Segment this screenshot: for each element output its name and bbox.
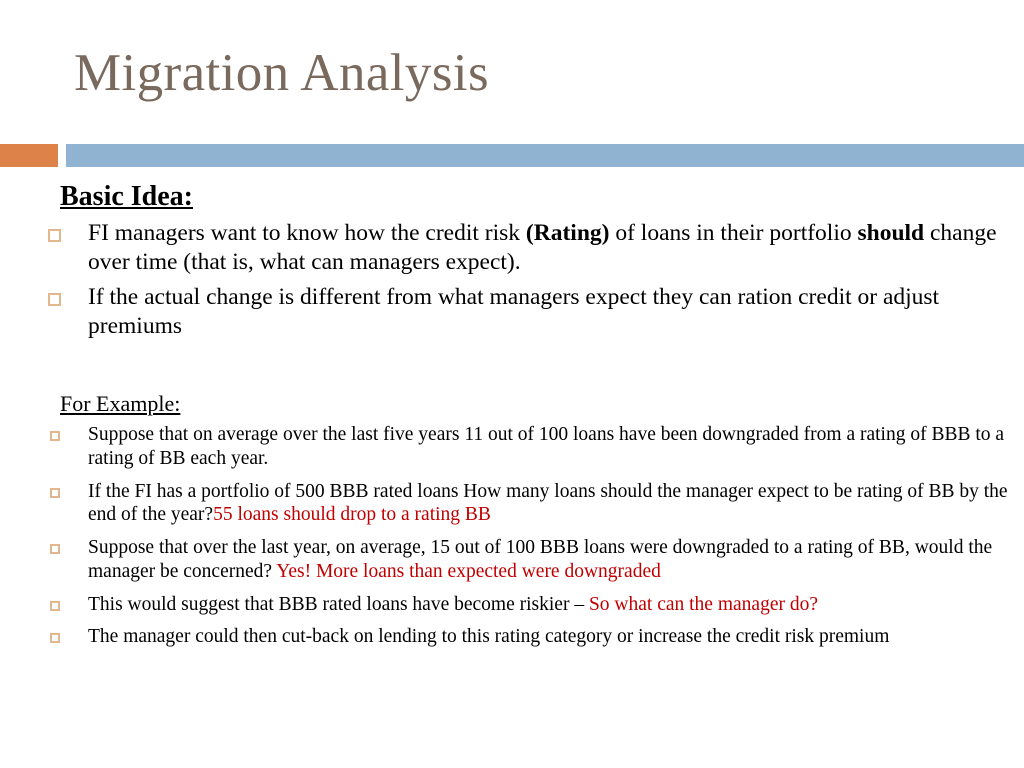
list-item-text: [88, 594, 818, 615]
section-spacer: [0, 347, 1024, 391]
hollow-square-bullet-icon: [50, 544, 60, 554]
hollow-square-bullet-icon: [50, 431, 60, 441]
list-item: [0, 423, 1024, 471]
list-item: [0, 283, 1024, 341]
list-item-text: [88, 220, 997, 275]
list-item: [0, 625, 1024, 649]
text-run-normal: Suppose that over the last year, on average, 15 out of 100 BBB loans were downgraded to a rating of BB, would the manager be concerned?: [88, 537, 993, 582]
section-heading-basic-idea: [0, 180, 1024, 213]
hollow-square-bullet-icon: [50, 601, 60, 611]
list-item-text: [88, 537, 992, 582]
text-run-normal: FI managers want to know how the credit risk: [88, 220, 526, 247]
text-run-normal: of loans in their portfolio: [609, 220, 858, 247]
title-accent-bars: [0, 144, 1024, 167]
text-run-red: So what can the manager do?: [588, 593, 818, 615]
list-item: [0, 219, 1024, 277]
page-title: Migration Analysis: [74, 44, 489, 102]
hollow-square-bullet-icon: [48, 293, 61, 306]
list-item-text: [88, 481, 1008, 526]
text-run-normal: change over time (that is, what can managers expect).: [88, 220, 997, 275]
text-run-red: Yes! More loans than expected were downgraded: [276, 560, 661, 582]
text-run-normal: If the FI has a portfolio of 500 BBB rated loans How many loans should the manager expect to be rating of BB by the end of the year?: [88, 480, 1008, 526]
bullet-list-for-example: [0, 423, 1024, 649]
list-item-text: [88, 626, 889, 647]
hollow-square-bullet-icon: [50, 488, 60, 498]
accent-bar-orange: [0, 144, 58, 167]
list-item: [0, 536, 1024, 584]
bullet-list-basic-idea: [0, 219, 1024, 341]
section-heading-basic-idea-text: Basic Idea:: [60, 181, 193, 212]
list-item: [0, 480, 1024, 528]
text-run-bold: (Rating): [525, 220, 610, 247]
section-heading-for-example: [0, 391, 1024, 417]
list-item-text: [88, 284, 939, 339]
text-run-normal: Suppose that on average over the last five years 11 out of 100 loans have been downgraded from a rating of BBB to a rating of BB each year.: [88, 423, 1005, 469]
list-item-text: [88, 424, 1004, 469]
text-run-normal: The manager could then cut-back on lending to this rating category or increase the credit risk premium: [88, 626, 890, 648]
section-heading-for-example-text: For Example:: [60, 390, 181, 416]
slide-body: [0, 180, 1024, 658]
accent-bar-blue: [66, 144, 1024, 167]
list-item: [0, 593, 1024, 617]
text-run-red: 55 loans should drop to a rating BB: [213, 504, 491, 526]
text-run-bold: should: [857, 220, 925, 247]
hollow-square-bullet-icon: [50, 633, 60, 643]
text-run-normal: This would suggest that BBB rated loans have become riskier –: [88, 593, 589, 615]
text-run-normal: If the actual change is different from what managers expect they can ration credit or adjust premiums: [88, 283, 940, 339]
hollow-square-bullet-icon: [48, 229, 61, 242]
